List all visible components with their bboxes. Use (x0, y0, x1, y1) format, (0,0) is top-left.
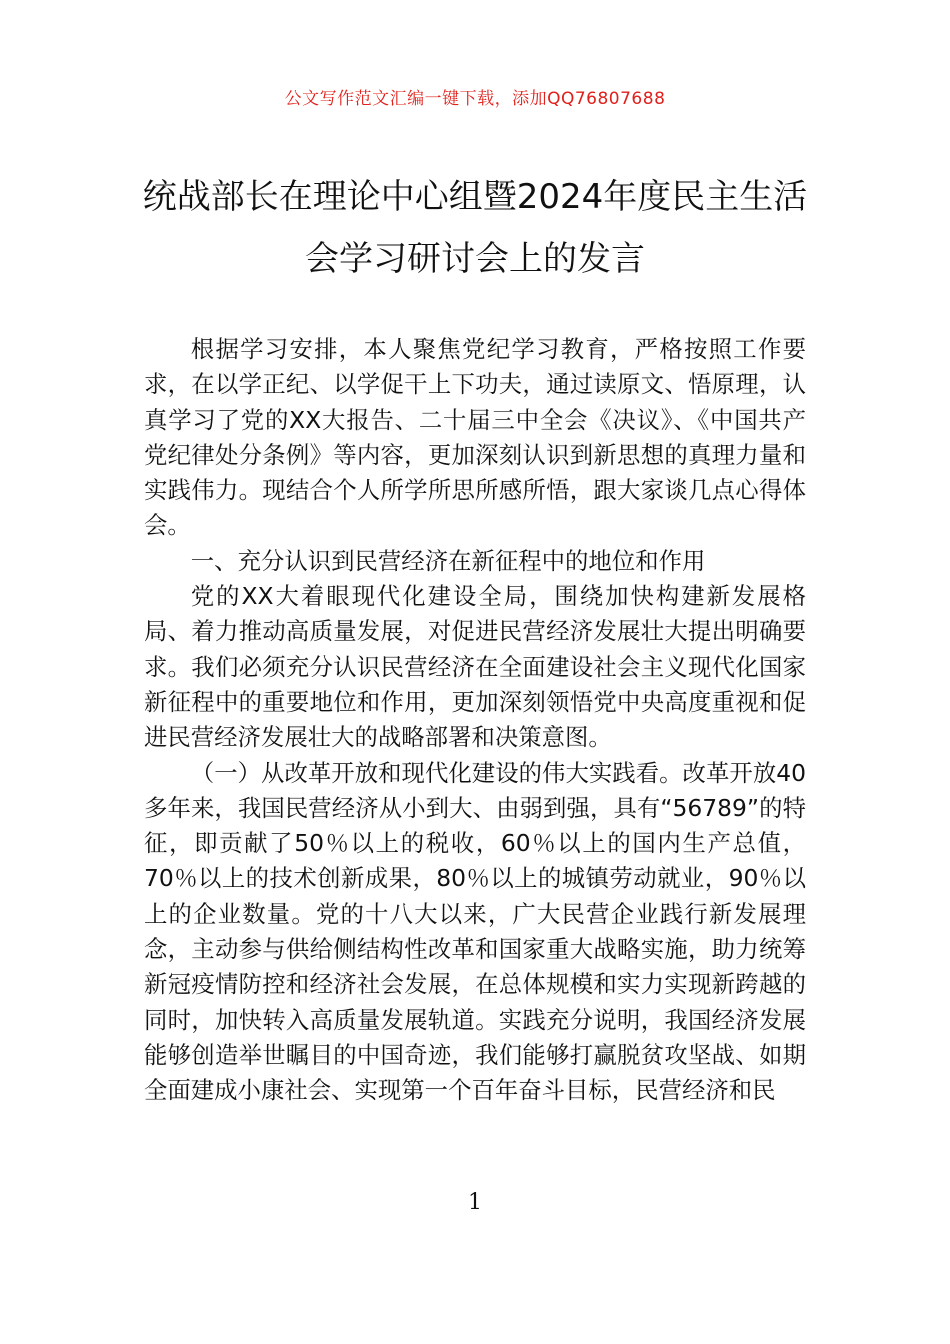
download-banner: 公文写作范文汇编一键下载，添加QQ76807688 (284, 89, 666, 109)
section-heading: 一、充分认识到民营经济在新征程中的地位和作用 (190, 546, 706, 575)
body-paragraph: （一）从改革开放和现代化建设的伟大实践看。改革开放40多年来，我国民营经济从小到大、由弱到强，具有“56789”的特征，即贡献了50％以上的税收，60％以上的国内生产总值，70％以上的技术创新成果，80％以上的城镇劳动就业，90％以上的企业数量。党的十八大以来，广大民营企业践行新发展理念，主动参与供给侧结构性改革和国家重大战略实施，助力统筹新冠疫情防控和经济社会发展，在总体规模和实力实现新跨越的同时，加快转入高质量发展轨道。实践充分说明，我国经济发展能够创造举世瞩目的中国奇迹，我们能够打赢脱贫攻坚战、如期全面建成小康社会、实现第一个百年奋斗目标，民营经济和民 (144, 758, 806, 1105)
document-title: 统战部长在理论中心组暨2024年度民主生活会学习研讨会上的发言 (142, 177, 808, 279)
intro-paragraph: 根据学习安排，本人聚焦党纪学习教育，严格按照工作要求，在以学正纪、以学促干上下功夫，通过读原文、悟原理，认真学习了党的XX大报告、二十届三中全会《决议》、《中国共产党纪律处分条例》等内容，更加深刻认识到新思想的真理力量和实践伟力。现结合个人所学所思所感所悟，跟大家谈几点心得体会。 (144, 335, 806, 540)
page-number: 1 (468, 1190, 482, 1215)
body-paragraph: 党的XX大着眼现代化建设全局，围绕加快构建新发展格局、着力推动高质量发展，对促进民营经济发展壮大提出明确要求。我们必须充分认识民营经济在全面建设社会主义现代化国家新征程中的重要地位和作用，更加深刻领悟党中央高度重视和促进民营经济发展壮大的战略部署和决策意图。 (144, 582, 806, 752)
document-body (144, 332, 806, 1109)
